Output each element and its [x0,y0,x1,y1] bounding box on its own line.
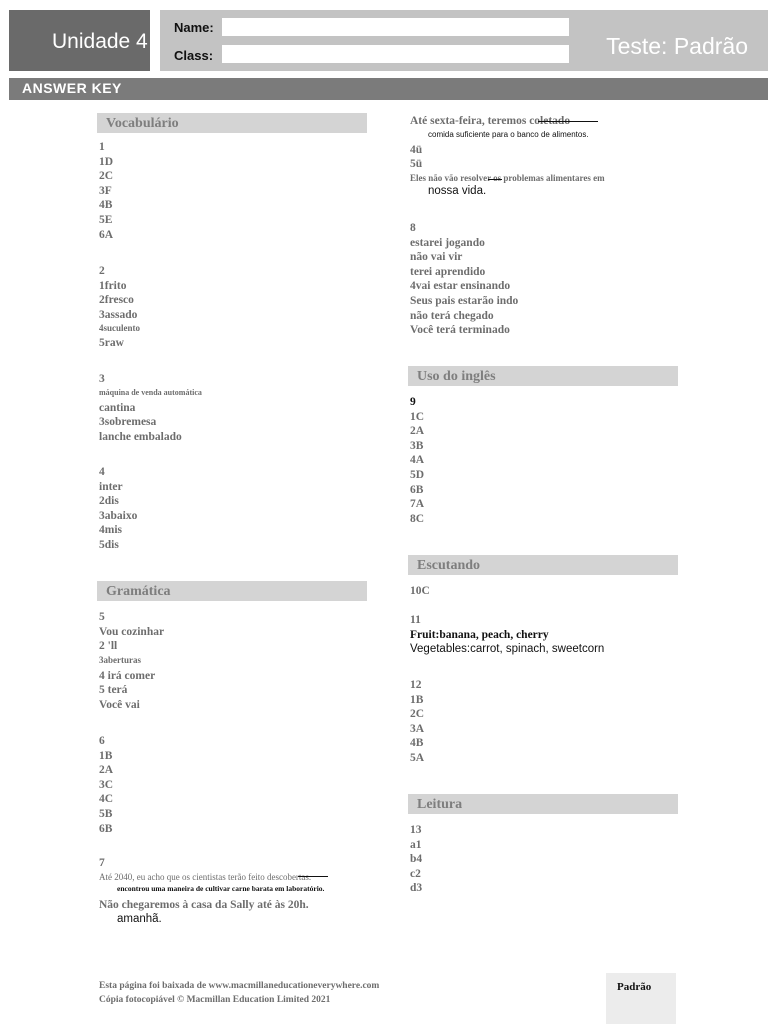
answer: 5E [99,213,113,226]
answer: amanhã. [117,913,162,926]
question-number: 12 [410,679,422,691]
answer-vegetables: Vegetables:carrot, spinach, sweetcorn [410,643,605,656]
question-5 [99,610,164,713]
answer: 10C [410,585,430,597]
footer-download-note: Esta página foi baixada de www.macmillaneducationeverywhere.com [99,981,380,991]
question-2 [99,264,140,351]
answer: 2C [410,708,425,721]
answer-key-label: ANSWER KEY [22,80,122,96]
answer: 5D [410,468,425,481]
answer: 4mis [99,524,122,537]
answer: d3 [410,882,423,895]
answer: 3A [410,722,425,735]
question-6 [99,734,113,836]
section-title: Gramática [106,584,171,599]
name-field[interactable] [222,18,569,36]
answer: 4B [99,199,113,212]
answer: 2fresco [99,294,134,307]
answer: estarei jogando [410,236,485,249]
answer: terei aprendido [410,265,486,278]
answer: 4A [410,454,425,467]
answer: 6A [99,228,114,241]
answer: 2C [99,170,114,183]
answer: Não chegaremos à casa da Sally até às 20h. [99,898,309,911]
section-title: Vocabulário [106,116,179,131]
answer: 2A [410,425,425,438]
answer: lanche embalado [99,430,182,443]
question-8 [410,221,518,338]
question-10 [410,584,430,599]
question-number: 11 [410,614,421,626]
section-title: Escutando [417,558,481,573]
strike-line [538,121,598,122]
answer-fruit: Fruit:banana, peach, cherry [410,628,549,641]
question-number: 6 [99,735,105,747]
answer: 5raw [99,337,124,350]
name-label: Name: [174,20,214,35]
answer: 5B [99,807,113,820]
answer: b4 [410,853,423,866]
answer: nossa vida. [428,184,487,197]
answer: 5 terá [99,684,128,697]
question-number: 13 [410,824,422,836]
answer: Vou cozinhar [99,625,165,638]
test-title: Teste: Padrão [606,33,748,59]
answer: 7A [410,498,425,511]
answer: encontrou uma maneira de cultivar carne barata em laboratório. [117,883,325,893]
question-number: 8 [410,222,416,234]
question-number: 7 [99,857,105,869]
answer: 1D [99,155,114,168]
question-12 [410,678,424,766]
question-number: 5 [99,611,105,623]
answer: 3sobremesa [99,416,157,429]
answer: 1B [99,749,113,762]
answer: 5dis [99,538,119,551]
answer: 5ü [410,158,423,171]
question-number: 3 [99,373,105,385]
answer: 4C [99,793,114,806]
answer: Eles não vão resolver os problemas alimentares em [410,172,605,183]
question-9 [410,395,424,526]
answer: 4suculento [99,323,141,334]
answer: Até sexta-feira, teremos coletado [410,115,571,127]
answer: 1frito [99,279,127,292]
answer: 2A [99,764,114,777]
answer: Você vai [99,698,140,711]
answer: 3F [99,184,112,197]
answer: cantina [99,401,136,414]
answer: 1B [410,693,424,706]
question-13 [410,823,422,896]
answer: 3abaixo [99,509,138,522]
class-label: Class: [174,48,214,63]
answer: 6B [99,822,113,835]
section-title: Uso do inglês [417,369,496,384]
answer: 3B [410,439,424,452]
strike-line [488,179,502,180]
answer: Você terá terminado [410,324,510,337]
question-number: 9 [410,396,416,408]
question-number: 2 [99,265,105,277]
question-7 [99,856,377,927]
unit-title: Unidade 4 [52,30,148,53]
answer: 2dis [99,495,119,508]
question-1 [99,140,113,242]
answer: 3C [99,778,114,791]
question-7-continued [410,114,708,198]
answer: não vai vir [410,251,463,264]
question-4 [99,465,137,553]
question-11 [410,613,604,657]
answer: 4 irá comer [99,669,156,682]
level-badge-label: Padrão [617,981,652,993]
answer: comida suficiente para o banco de alimentos. [428,129,589,139]
answer: a1 [410,838,422,851]
answer: 4B [410,737,424,750]
answer: não terá chegado [410,309,494,322]
footer [99,979,379,1007]
answer: 2 'll [99,640,118,653]
answer-key-bar [9,78,768,100]
answer: 6B [410,483,424,496]
answer: 3assado [99,308,138,321]
answer: 1C [410,410,425,423]
class-field[interactable] [222,45,569,63]
answer: 8C [410,512,425,525]
section-title: Leitura [417,797,463,812]
question-number: 4 [99,466,105,478]
answer: 4ü [410,143,423,156]
answer: máquina de venda automática [99,387,202,397]
footer-copyright: Cópia fotocopiável © Macmillan Education Limited 2021 [99,995,331,1005]
question-3 [99,372,202,444]
answer: Até 2040, eu acho que os cientistas terão feito descobertas. [99,871,312,882]
answer: Seus pais estarão indo [410,294,519,307]
strike-line [298,876,328,877]
answer: inter [99,480,123,493]
answer: 4vai estar ensinando [410,280,511,293]
answer: 3aberturas [99,654,141,665]
question-number: 1 [99,141,105,153]
answer: 5A [410,751,425,764]
answer: c2 [410,867,421,880]
